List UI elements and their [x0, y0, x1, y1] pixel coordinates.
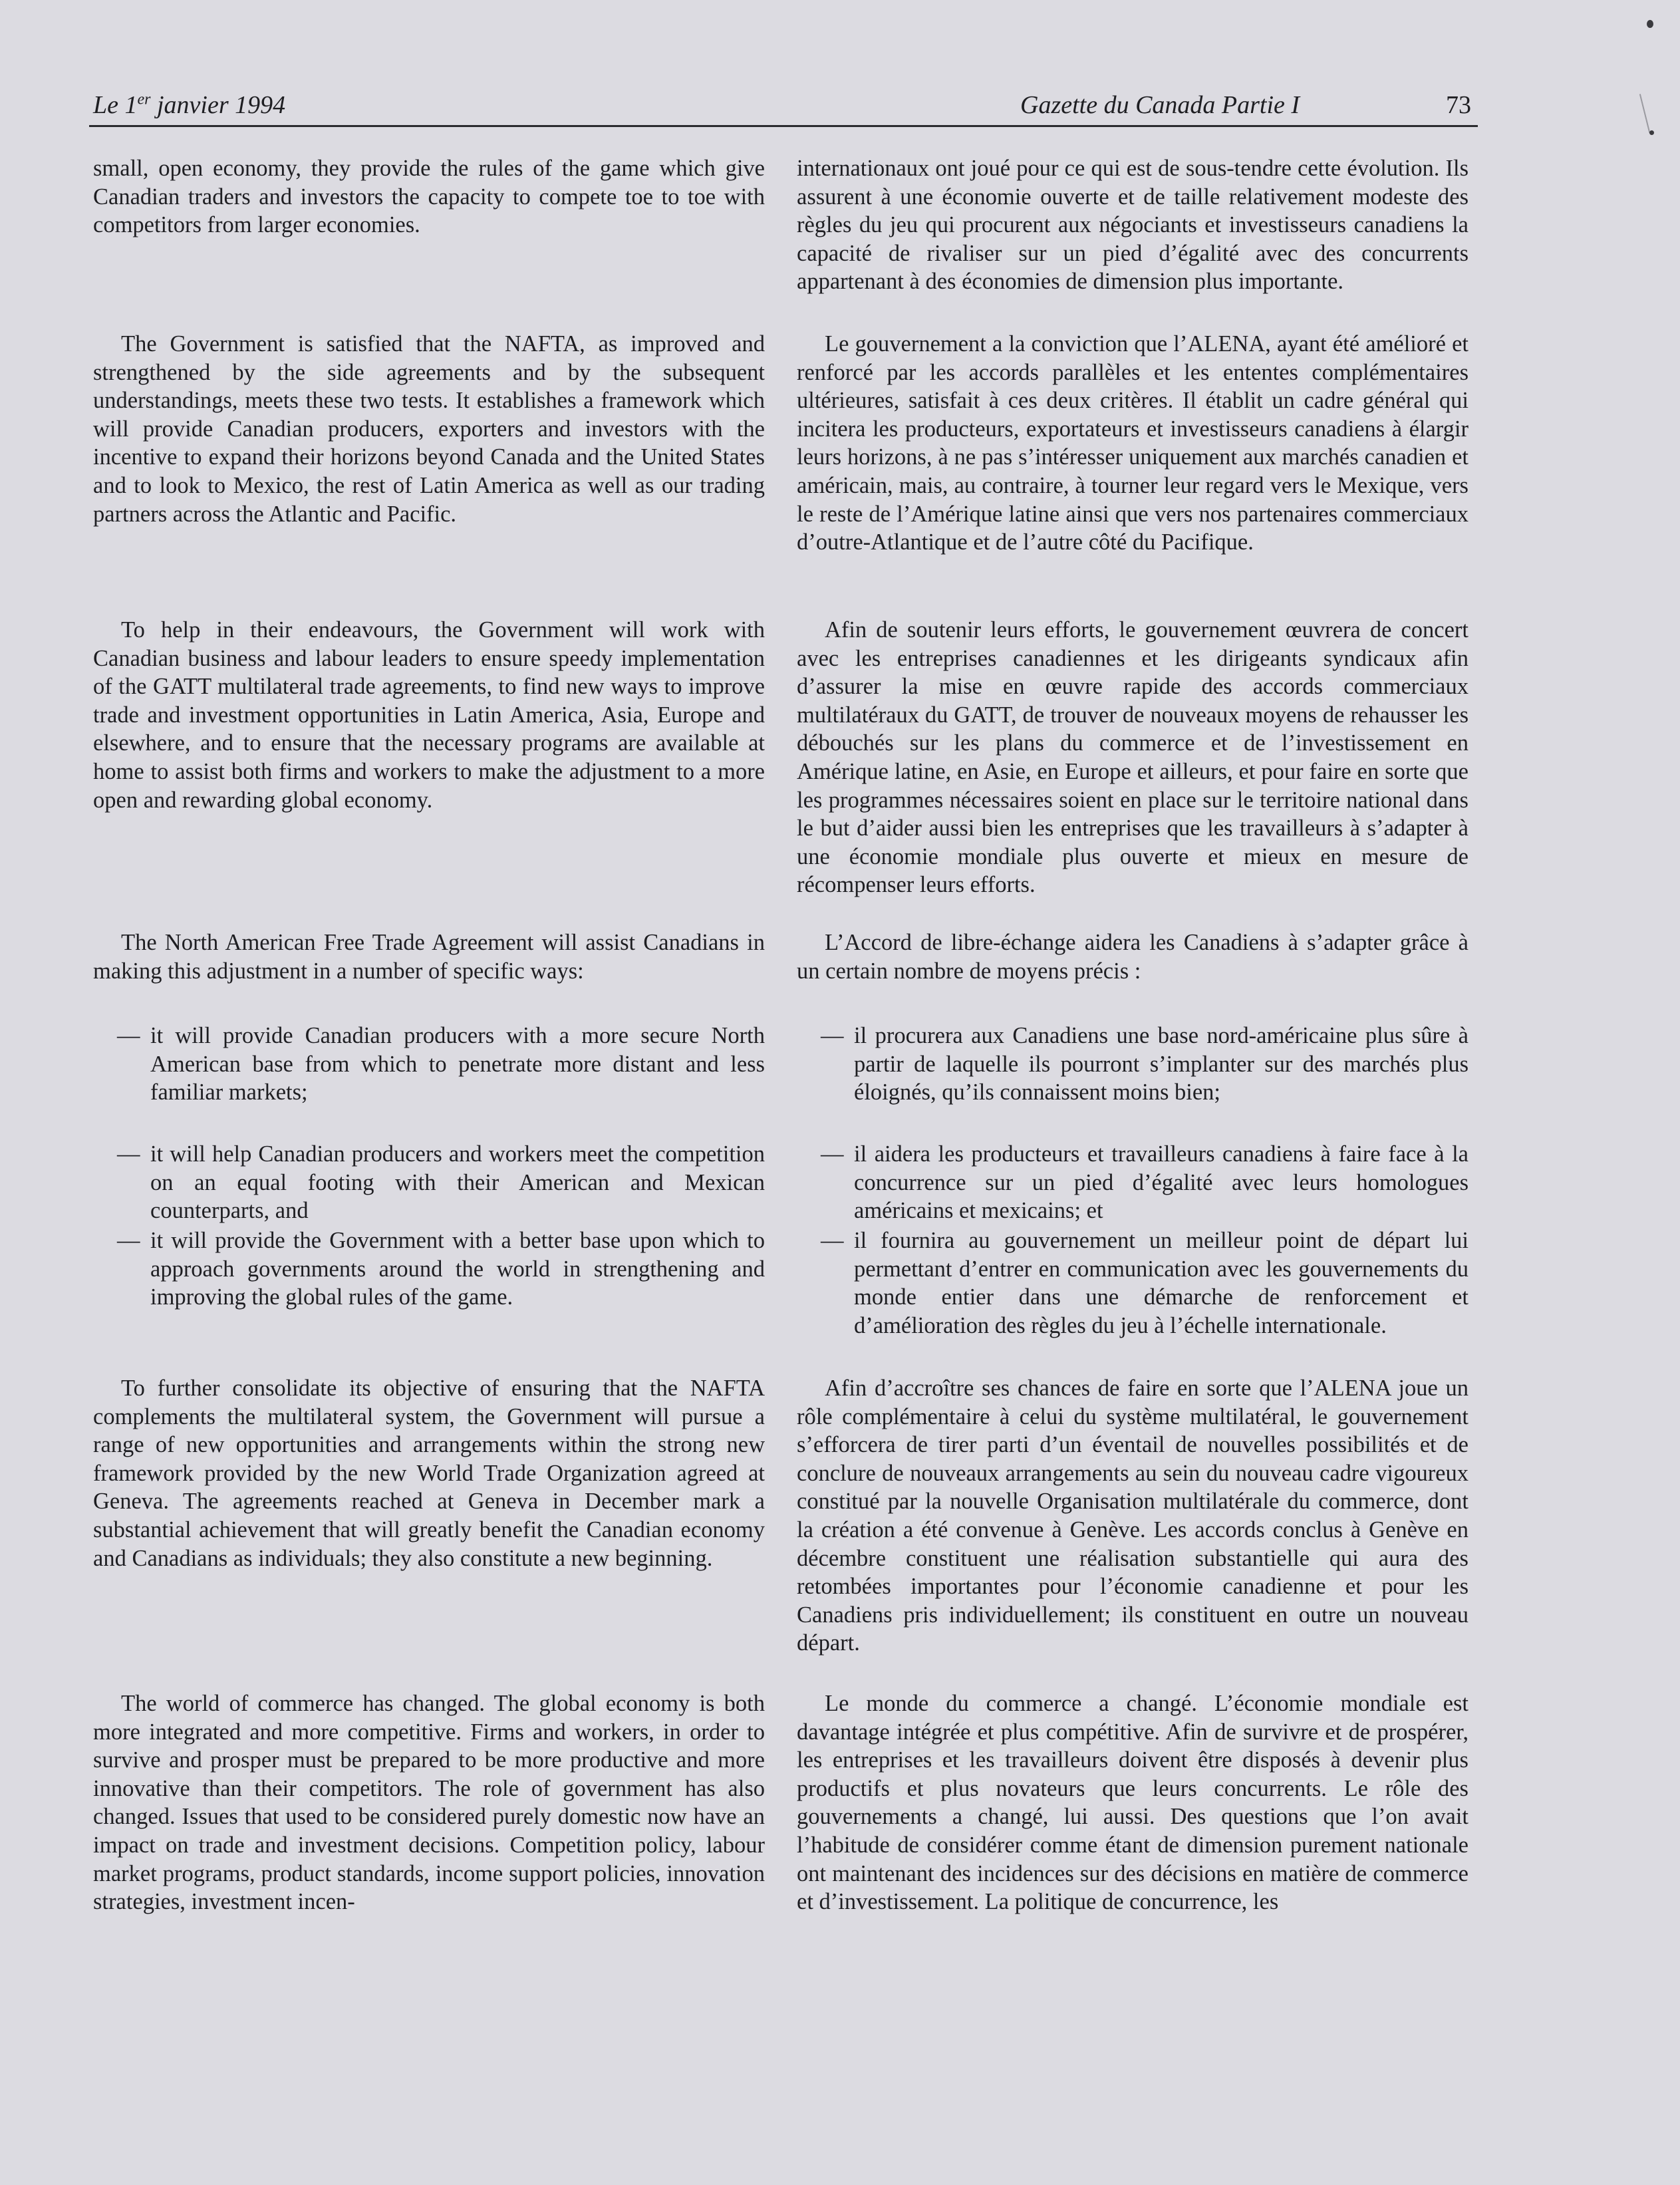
page-edge-mark: [1639, 93, 1653, 133]
fr-list-item-1: — il procurera aux Canadiens une base nord-américaine plus sûre à partir de laquelle ils pourront s’implanter sur des marchés plus éloignés, qu’ils connaissent moins bien;: [821, 1023, 1469, 1105]
en-list-item-1: — it will provide Canadian producers with a more secure North American base from which to penetrate more distant and less familiar markets;: [117, 1023, 765, 1105]
en-paragraph-6: The world of commerce has changed. The global economy is both more integrated and more competitive. Firms and workers, in order to survive and prosper must be prepared to be more productive and more innovative than their competitors. The role of government has also changed. Issues that used to be considered purely domestic now have an impact on trade and investment decisions. Competition policy, labour market programs, product standards, income support policies, innovation strategies, investment incen-: [93, 1691, 765, 1915]
en-paragraph-4: The North American Free Trade Agreement will assist Canadians in making this adjustment in a number of specific ways:: [93, 930, 765, 984]
fr-list-item-3: — il fournira au gouvernement un meilleur point de départ lui permettant d’entrer en communication avec les gouvernements du monde entier dans une démarche de renforcement et d’amélioration des règles du jeu à l’échelle internationale.: [821, 1228, 1469, 1338]
en-paragraph-2: The Government is satisfied that the NAFTA, as improved and strengthened by the side agreements and by the subsequent understandings, meets these two tests. It establishes a framework which will provide Canadian producers, exporters and investors with the incentive to expand their horizons beyond Canada and the United States and to look to Mexico, the rest of Latin America as well as our trading partners across the Atlantic and Pacific.: [93, 331, 765, 527]
page-number: 73: [1446, 91, 1471, 119]
scan-speck: [1649, 130, 1654, 135]
en-list-item-2: — it will help Canadian producers and workers meet the competition on an equal footing with their American and Mexican counterparts, and: [117, 1141, 765, 1224]
issue-date: Le 1er janvier 1994: [93, 90, 286, 119]
fr-paragraph-3: Afin de soutenir leurs efforts, le gouvernement œuvrera de concert avec les entreprises canadiennes et les dirigeants syndicaux afin d’assurer la mise en œuvre rapide des accords commerciaux multilatéraux du GATT, de trouver de nouveaux moyens de rehausser les débouchés sur les plans du commerce et de l’investissement en Amérique latine, en Asie, en Europe et ailleurs, et pour faire en sorte que les programmes nécessaires soient en place sur le territoire national dans le but d’aider aussi bien les entreprises que les travailleurs à s’adapter à une économie mondiale plus ouverte et mieux en mesure de récompenser leurs efforts.: [797, 617, 1469, 898]
fr-paragraph-1: internationaux ont joué pour ce qui est de sous-tendre cette évolution. Ils assurent à une économie ouverte et de taille relativement modeste des règles du jeu qui procurent aux négociants et investisseurs canadiens la capacité de rivaliser sur un pied d’égalité avec des concurrents appartenant à des économies de dimension plus importante.: [797, 156, 1469, 295]
fr-paragraph-4: L’Accord de libre-échange aidera les Canadiens à s’adapter grâce à un certain nombre de moyens précis :: [797, 930, 1469, 984]
scan-speck: [1647, 20, 1653, 28]
en-paragraph-5: To further consolidate its objective of ensuring that the NAFTA complements the multilateral system, the Government will pursue a range of new opportunities and arrangements within the strong new framework provided by the new World Trade Organization agreed at Geneva. The agreements reached at Geneva in December mark a substantial achievement that will greatly benefit the Canadian economy and Canadians as individuals; they also constitute a new beginning.: [93, 1376, 765, 1571]
en-paragraph-1: small, open economy, they provide the rules of the game which give Canadian traders and investors the capacity to compete toe to toe with competitors from larger economies.: [93, 156, 765, 238]
fr-list-item-2: — il aidera les producteurs et travailleurs canadiens à faire face à la concurrence sur un pied d’égalité avec leurs homologues américains et mexicains; et: [821, 1141, 1469, 1224]
fr-paragraph-2: Le gouvernement a la conviction que l’ALENA, ayant été amélioré et renforcé par les accords parallèles et les ententes complémentaires ultérieures, satisfait à ces deux critères. Il établit un cadre général qui incitera les producteurs, exportateurs et investisseurs canadiens à élargir leurs horizons, à ne pas s’intéresser uniquement aux marchés canadien et américain, mais, au contraire, à tourner leur regard vers le Mexique, vers le reste de l’Amérique latine ainsi que vers nos partenaires commerciaux d’outre-Atlantique et de l’autre côté du Pacifique.: [797, 331, 1469, 555]
publication-title: Gazette du Canada Partie I: [1020, 91, 1300, 119]
en-list-item-3: — it will provide the Government with a better base upon which to approach governments around the world in strengthening and improving the global rules of the game.: [117, 1228, 765, 1310]
en-paragraph-3: To help in their endeavours, the Government will work with Canadian business and labour leaders to ensure speedy implementation of the GATT multilateral trade agreements, to find new ways to improve trade and investment opportunities in Latin America, Asia, Europe and elsewhere, and to ensure that the necessary programs are available at home to assist both firms and workers to make the adjustment to a more open and rewarding global economy.: [93, 617, 765, 813]
fr-paragraph-6: Le monde du commerce a changé. L’économie mondiale est davantage intégrée et plus compétitive. Afin de survivre et de prospérer, les entreprises et les travailleurs doivent être disposés à devenir plus productifs et plus novateurs que leurs concurrents. Le rôle des gouvernements a changé, lui aussi. Des questions que l’on avait l’habitude de considérer comme étant de dimension purement nationale ont maintenant des incidences sur des décisions en matière de commerce et d’investissement. La politique de concurrence, les: [797, 1691, 1469, 1915]
page-header: [89, 89, 1478, 127]
fr-paragraph-5: Afin d’accroître ses chances de faire en sorte que l’ALENA joue un rôle complémentaire à celui du système multilatéral, le gouvernement s’efforcera de tirer parti d’un éventail de nouvelles possibilités et de conclure de nouveaux arrangements au sein du nouveau cadre vigoureux constitué par la nouvelle Organisation multilatérale du commerce, dont la création a été convenue à Genève. Les accords conclus à Genève en décembre constituent une réalisation substantielle qui aura des retombées importantes pour l’économie canadienne et pour les Canadiens pris individuellement; ils constituent en outre un nouveau départ.: [797, 1376, 1469, 1656]
